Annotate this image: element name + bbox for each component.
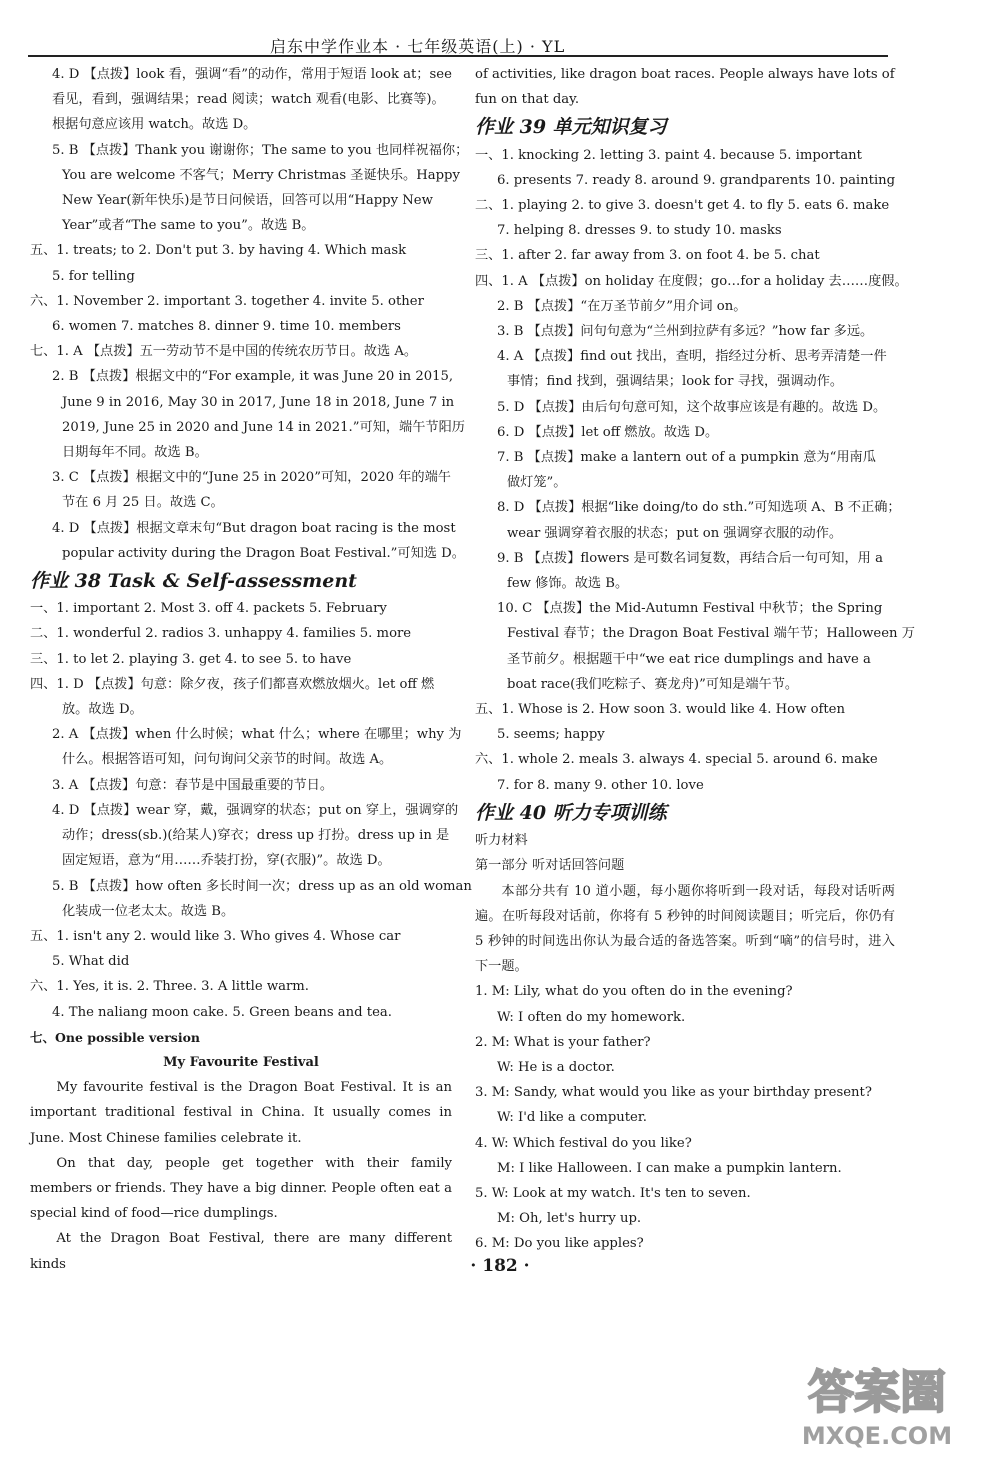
answer-line: 3. A 【点拨】句意：春节是中国最重要的节日。 — [52, 777, 334, 793]
answer-line: You are welcome 不客气；Merry Christmas 圣诞快乐。Happy — [62, 167, 460, 183]
answer-line: 七、One possible version — [30, 1029, 200, 1045]
answer-line: 看见，看到，强调结果；read 阅读；watch 观看(电影、比赛等)。 — [52, 92, 445, 108]
answer-line: wear 强调穿着衣服的状态；put on 强调穿衣服的动作。 — [507, 525, 843, 541]
left-column — [30, 62, 472, 1277]
answer-line: 五、1. treats; to 2. Don't put 3. by having 4. Which mask — [30, 243, 407, 259]
answer-line: 4. D 【点拨】look 看，强调“看”的动作，常用于短语 look at；see — [52, 67, 452, 82]
answer-line: 事情；find 找到，强调结果；look for 寻找，强调动作。 — [507, 374, 844, 390]
answer-line: June 9 in 2016, May 30 in 2017, June 18 in 2018, June 7 in — [62, 394, 455, 410]
dialogue-line: 5. W: Look at my watch. It's ten to seven. — [475, 1185, 751, 1201]
answer-line: 7. helping 8. dresses 9. to study 10. masks — [497, 223, 782, 239]
essay-paragraph: On that day, people get together with their family members or friends. They have a big dinner. People often eat a special kind of food—rice dumplings. — [30, 1155, 452, 1222]
essay-paragraph: My favourite festival is the Dragon Boat Festival. It is an important traditional festival in China. It usually comes in June. Most Chinese families celebrate it. — [30, 1080, 452, 1146]
answer-line: 第一部分 听对话回答问题 — [475, 858, 625, 874]
dialogue-line: W: He is a doctor. — [497, 1059, 615, 1075]
watermark-url: MXQE.COM — [801, 1422, 953, 1450]
answer-line: 六、1. November 2. important 3. together 4. invite 5. other — [30, 293, 424, 309]
answer-line: 5. D 【点拨】由后句句意可知，这个故事应该是有趣的。故选 D。 — [497, 399, 887, 415]
dialogue-line: 1. M: Lily, what do you often do in the evening? — [475, 984, 793, 1000]
answer-line: 4. D 【点拨】根据文章末句“But dragon boat racing is the most — [52, 520, 456, 536]
dialogue-line: M: I like Halloween. I can make a pumpkin lantern. — [497, 1160, 842, 1176]
watermark-title: 答案圈 — [808, 1365, 946, 1419]
answer-line: 二、1. playing 2. to give 3. doesn't get 4. to fly 5. eats 6. make — [475, 198, 890, 214]
listening-intro: 本部分共有 10 道小题，每小题你将听到一段对话，每段对话听两遍。在听每段对话前，你将有 5 秒钟的时间阅读题目；听完后，你仍有 5 秒钟的时间选出你认为最合适的备选答案。听到“嘀”的信号时，进入下一题。 — [475, 883, 895, 975]
answer-line: 放。故选 D。 — [62, 702, 143, 718]
answer-line: Festival 春节；the Dragon Boat Festival 端午节；Halloween 万 — [507, 626, 915, 642]
answer-line: 一、1. knocking 2. letting 3. paint 4. because 5. important — [475, 147, 862, 163]
dialogue-line: 2. M: What is your father? — [475, 1034, 651, 1050]
right-column — [475, 62, 915, 1257]
answer-line: 5. What did — [52, 954, 130, 970]
answer-line: of activities, like dragon boat races. People always have lots of — [475, 67, 895, 82]
answer-line: 5. for telling — [52, 268, 135, 284]
dialogue-line: 3. M: Sandy, what would you like as your birthday present? — [475, 1085, 872, 1101]
answer-line: 6. presents 7. ready 8. around 9. grandparents 10. painting — [497, 172, 896, 188]
answer-line: Year”或者“The same to you”。故选 B。 — [62, 218, 315, 234]
essay-paragraph: At the Dragon Boat Festival, there are many different kinds — [30, 1231, 452, 1272]
answer-line: 9. B 【点拨】flowers 是可数名词复数，再结合后一句可知，用 a — [497, 550, 883, 566]
answer-line: 圣节前夕。根据题干中“we eat rice dumplings and have a — [507, 651, 871, 667]
answer-line: fun on that day. — [475, 92, 580, 108]
page-number: · 182 · — [470, 1256, 530, 1276]
answer-line: 日期每年不同。故选 B。 — [62, 445, 208, 461]
answer-line: 七、1. A 【点拨】五一劳动节不是中国的传统农历节日。故选 A。 — [30, 344, 418, 360]
answer-line: few 修饰。故选 B。 — [507, 576, 629, 592]
dialogue-line: 4. W: Which festival do you like? — [475, 1135, 692, 1151]
section-heading: 作业 40 听力专项训练 — [475, 801, 667, 824]
answer-line: 8. D 【点拨】根据“like doing/to do sth.”可知选项 A、B 不正确； — [497, 500, 901, 516]
answer-line: 固定短语，意为“用……乔装打扮，穿(衣服)”。故选 D。 — [62, 853, 391, 869]
answer-line: 3. B 【点拨】问句句意为“兰州到拉萨有多远？”how far 多远。 — [497, 324, 874, 340]
answer-line: 2. B 【点拨】“在万圣节前夕”用介词 on。 — [497, 298, 747, 314]
answer-line: 2. B 【点拨】根据文中的“For example, it was June 20 in 2015, — [52, 369, 454, 385]
dialogue-list — [475, 979, 895, 1256]
answer-line: 一、1. important 2. Most 3. off 4. packets 5. February — [30, 601, 387, 617]
answer-line: 做灯笼”。 — [507, 475, 567, 491]
answer-line: 三、1. after 2. far away from 3. on foot 4. be 5. chat — [475, 248, 820, 264]
answer-line: 二、1. wonderful 2. radios 3. unhappy 4. families 5. more — [30, 626, 412, 642]
answer-line: 5. B 【点拨】how often 多长时间一次；dress up as an old woman — [52, 878, 472, 894]
answer-line: 7. B 【点拨】make a lantern out of a pumpkin 意为“用南瓜 — [497, 450, 876, 466]
answer-line: 三、1. to let 2. playing 3. get 4. to see 5. to have — [30, 651, 352, 667]
answer-line: 什么。根据答语可知，问句询问父亲节的时间。故选 A。 — [62, 752, 393, 768]
answer-line: 五、1. isn't any 2. would like 3. Who gives 4. Whose car — [30, 928, 401, 944]
answer-line: 2. A 【点拨】when 什么时候；what 什么；where 在哪里；why 为 — [52, 727, 462, 743]
watermark-logo — [782, 1346, 972, 1456]
answer-line: 四、1. D 【点拨】句意：除夕夜，孩子们都喜欢燃放烟火。let off 燃 — [30, 676, 435, 692]
answer-line: 5. seems; happy — [497, 727, 605, 743]
answer-line: 四、1. A 【点拨】on holiday 在度假；go…for a holiday 去……度假。 — [475, 273, 908, 289]
answer-line: 2019, June 25 in 2020 and June 14 in 2021.”可知，端午节阳历 — [62, 419, 465, 435]
answer-line: 六、1. Yes, it is. 2. Three. 3. A little warm. — [30, 979, 309, 995]
answer-line: 根据句意应该用 watch。故选 D。 — [52, 117, 257, 133]
section-heading: 作业 39 单元知识复习 — [475, 116, 667, 139]
answer-line: 7. for 8. many 9. other 10. love — [497, 777, 704, 793]
dialogue-line: 6. M: Do you like apples? — [475, 1236, 644, 1252]
answer-line: boat race(我们吃粽子、赛龙舟)”可知是端午节。 — [507, 676, 799, 692]
answer-line: 6. D 【点拨】let off 燃放。故选 D。 — [497, 424, 719, 440]
dialogue-line: M: Oh, let's hurry up. — [497, 1211, 642, 1227]
answer-line: 6. women 7. matches 8. dinner 9. time 10. members — [52, 319, 401, 335]
essay — [30, 1075, 452, 1277]
page-header: 启东中学作业本 · 七年级英语(上) · YL — [270, 37, 566, 56]
answer-line: 节在 6 月 25 日。故选 C。 — [62, 495, 224, 511]
answer-line: 3. C 【点拨】根据文中的“June 25 in 2020”可知，2020 年的端午 — [52, 470, 451, 486]
dialogue-line: W: I often do my homework. — [497, 1009, 686, 1025]
right-answer-lines — [475, 62, 915, 879]
answer-line: My Favourite Festival — [163, 1054, 319, 1070]
answer-line: 听力材料 — [475, 833, 528, 849]
answer-line: 4. The naliang moon cake. 5. Green beans and tea. — [52, 1004, 392, 1020]
section-heading: 作业 38 Task & Self-assessment — [30, 570, 357, 593]
answer-line: 五、1. Whose is 2. How soon 3. would like 4. How often — [475, 702, 845, 718]
dialogue-line: W: I'd like a computer. — [497, 1110, 647, 1126]
answer-line: 化装成一位老太太。故选 B。 — [62, 903, 235, 919]
header-rule — [28, 55, 888, 57]
answer-line: 4. A 【点拨】find out 找出，查明，指经过分析、思考弄清楚一件 — [497, 349, 887, 365]
left-answer-lines — [30, 62, 472, 1075]
answer-line: 六、1. whole 2. meals 3. always 4. special 5. around 6. make — [475, 752, 878, 768]
answer-line: 4. D 【点拨】wear 穿，戴，强调穿的状态；put on 穿上，强调穿的 — [52, 802, 459, 818]
answer-line: 10. C 【点拨】the Mid-Autumn Festival 中秋节；the Spring — [497, 601, 883, 617]
answer-line: popular activity during the Dragon Boat Festival.”可知选 D。 — [62, 545, 465, 561]
answer-line: 5. B 【点拨】Thank you 谢谢你；The same to you 也同样祝福你； — [52, 142, 469, 158]
answer-line: 动作；dress(sb.)(给某人)穿衣；dress up 打扮。dress up in 是 — [62, 828, 450, 844]
answer-line: New Year(新年快乐)是节日问候语，回答可以用“Happy New — [62, 193, 433, 209]
